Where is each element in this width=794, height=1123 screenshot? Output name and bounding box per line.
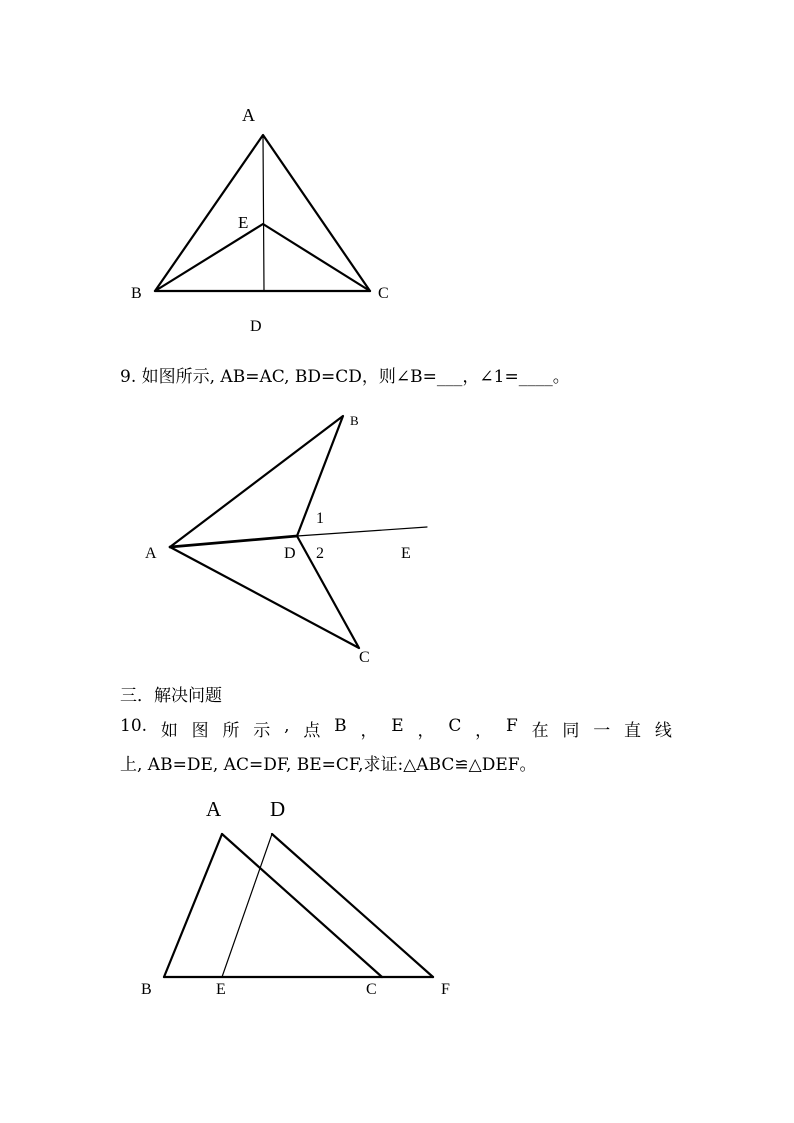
- figure-1-triangle-abc: [0, 0, 794, 345]
- question-10-token: ，: [417, 721, 435, 741]
- label-f: F: [441, 981, 450, 998]
- question-10-line-1: [120, 716, 672, 741]
- section-heading: 三．解决问题: [120, 686, 222, 706]
- question-10-token: ，: [360, 721, 378, 741]
- label-d: D: [284, 545, 296, 562]
- question-10-token: 线: [654, 721, 672, 741]
- figure-2-kite-abdc: [0, 400, 794, 670]
- label-a: A: [145, 545, 157, 562]
- ray-de: [297, 527, 427, 536]
- label-b: B: [131, 285, 142, 302]
- triangle-abc: [155, 135, 370, 291]
- question-10-token: 一: [593, 721, 611, 741]
- question-10-line-2: 上, AB=DE, AC=DF, BE=CF,求证:△ABC≌△DEF。: [120, 755, 537, 775]
- label-b: B: [141, 981, 152, 998]
- segments-be-ec: [155, 224, 370, 291]
- label-e: E: [238, 213, 249, 232]
- question-10-token: C: [448, 716, 462, 736]
- figure-3-triangles-abc-def: [0, 790, 794, 1010]
- question-10-token: 点: [303, 721, 321, 741]
- question-10-token: 在: [531, 721, 549, 741]
- question-9: 9. 如图所示, AB=AC, BD=CD，则∠B=___，∠1=____。: [120, 367, 570, 387]
- label-e: E: [216, 981, 226, 998]
- segment-ab: [164, 834, 222, 977]
- label-d: D: [250, 318, 262, 335]
- label-angle-2: 2: [316, 545, 324, 562]
- question-10-token: 同: [562, 721, 580, 741]
- question-10-token: B: [334, 716, 347, 736]
- question-10-token: 示: [253, 721, 271, 741]
- segment-df: [272, 834, 433, 977]
- question-10-token: F: [505, 716, 518, 736]
- segment-ad: [263, 135, 264, 291]
- label-c: C: [378, 285, 389, 302]
- label-a: A: [242, 105, 255, 125]
- label-e: E: [401, 545, 411, 562]
- label-a: A: [206, 797, 222, 821]
- label-c: C: [366, 981, 377, 998]
- question-10-token: 直: [624, 721, 641, 741]
- label-b: B: [350, 413, 359, 428]
- label-d: D: [270, 797, 286, 821]
- question-10-token: 如: [160, 721, 178, 741]
- segment-ad: [170, 536, 297, 547]
- quadrilateral-abdc: [170, 416, 359, 648]
- label-angle-1: 1: [316, 510, 324, 527]
- question-10-token: E: [391, 716, 404, 736]
- question-10-token: ，: [475, 721, 493, 741]
- question-10-token: 所: [222, 721, 240, 741]
- segment-ac: [222, 834, 382, 977]
- question-10-token: 10.: [120, 716, 148, 736]
- question-10-token: 图: [191, 721, 209, 741]
- label-c: C: [359, 649, 370, 666]
- question-10-token: ,: [284, 716, 290, 736]
